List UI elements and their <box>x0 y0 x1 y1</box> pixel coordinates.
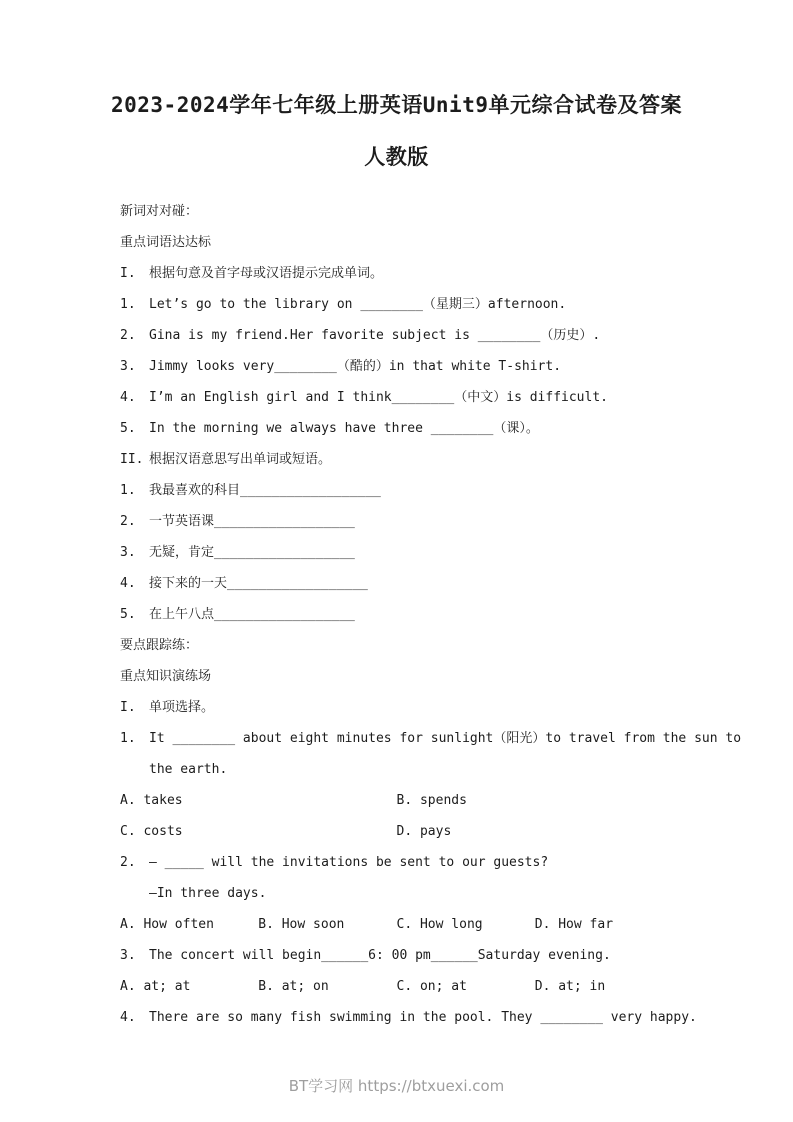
item-number: 4. <box>120 1010 136 1025</box>
option-choice: C. on; at <box>396 979 467 994</box>
item-number: 5. <box>120 421 136 436</box>
question-line <box>120 351 673 382</box>
options-row <box>120 971 673 1002</box>
option-choice: D. How far <box>534 917 614 932</box>
question-line <box>120 940 673 971</box>
options-row <box>120 909 673 940</box>
question-line <box>120 413 673 444</box>
text-line: 要点跟踪练： <box>120 638 199 653</box>
doc-body <box>0 196 793 1033</box>
question-line <box>120 537 673 568</box>
item-number: 1. <box>120 731 136 746</box>
item-text: It ________ about eight minutes for sunlight（阳光）to travel from the sun to <box>149 731 742 746</box>
doc-title-line2: 人教版 <box>364 145 429 169</box>
option-choice: D. at; in <box>534 979 606 994</box>
item-number: 1. <box>120 297 136 312</box>
item-number: 2. <box>120 328 136 343</box>
item-number: 2. <box>120 514 136 529</box>
item-number: 5. <box>120 607 136 622</box>
question-line <box>120 382 673 413</box>
continuation-line: the earth. <box>149 762 228 777</box>
item-text: Gina is my friend.Her favorite subject is ________（历史）. <box>149 328 601 343</box>
item-text: The concert will begin______6: 00 pm______Saturday evening. <box>149 948 611 963</box>
item-number: 3. <box>120 948 136 963</box>
item-number: I. <box>120 700 136 715</box>
item-text: 无疑，肯定__________________ <box>149 545 355 560</box>
item-number: 3. <box>120 545 136 560</box>
question-line <box>120 320 673 351</box>
item-text: 一节英语课__________________ <box>149 514 355 529</box>
question-line <box>120 506 673 537</box>
option-choice: B. at; on <box>258 979 329 994</box>
item-number: 4. <box>120 576 136 591</box>
options-row <box>120 816 673 847</box>
doc-title-block <box>0 0 793 172</box>
option-choice: C. costs <box>120 824 183 839</box>
item-number: 3. <box>120 359 136 374</box>
item-number: 1. <box>120 483 136 498</box>
option-choice: C. How long <box>396 917 483 932</box>
question-line <box>120 723 742 754</box>
question-line <box>120 692 673 723</box>
option-choice: B. How soon <box>258 917 345 932</box>
question-line <box>120 1002 697 1033</box>
item-text: 根据句意及首字母或汉语提示完成单词。 <box>149 266 384 281</box>
option-choice: A. takes <box>120 793 183 808</box>
item-text: I’m an English girl and I think________（中文）is difficult. <box>149 390 608 405</box>
item-text: 单项选择。 <box>149 700 215 715</box>
item-number: I. <box>120 266 136 281</box>
item-text: There are so many fish swimming in the pool. They ________ very happy. <box>149 1010 697 1025</box>
item-text: 根据汉语意思写出单词或短语。 <box>149 452 332 467</box>
question-line <box>120 258 673 289</box>
item-text: Jimmy looks very________（酷的）in that white T-shirt. <box>149 359 562 374</box>
question-line <box>120 444 673 475</box>
question-line <box>120 475 673 506</box>
item-text: — _____ will the invitations be sent to our guests? <box>149 855 549 870</box>
question-line <box>120 599 673 630</box>
text-line: 新词对对碰： <box>120 204 199 219</box>
option-choice: D. pays <box>396 824 452 839</box>
option-choice: A. at; at <box>120 979 191 994</box>
option-choice: B. spends <box>396 793 467 808</box>
item-number: II. <box>120 452 144 467</box>
option-choice: A. How often <box>120 917 214 932</box>
continuation-line: —In three days. <box>149 886 267 901</box>
item-text: 在上午八点__________________ <box>149 607 355 622</box>
item-number: 2. <box>120 855 136 870</box>
item-number: 4. <box>120 390 136 405</box>
question-line <box>120 847 673 878</box>
footer-site-link[interactable]: BT学习网 https://btxuexi.com <box>288 1077 505 1095</box>
item-text: Let’s go to the library on ________（星期三）afternoon. <box>149 297 567 312</box>
options-row <box>120 785 673 816</box>
text-line: 重点知识演练场 <box>120 669 212 684</box>
item-text: In the morning we always have three ________（课）。 <box>149 421 539 436</box>
item-text: 我最喜欢的科目__________________ <box>149 483 381 498</box>
doc-title-line1: 2023-2024学年七年级上册英语Unit9单元综合试卷及答案 <box>110 93 682 117</box>
item-text: 接下来的一天__________________ <box>149 576 368 591</box>
text-line: 重点词语达达标 <box>120 235 212 250</box>
question-line <box>120 568 673 599</box>
question-line <box>120 289 673 320</box>
